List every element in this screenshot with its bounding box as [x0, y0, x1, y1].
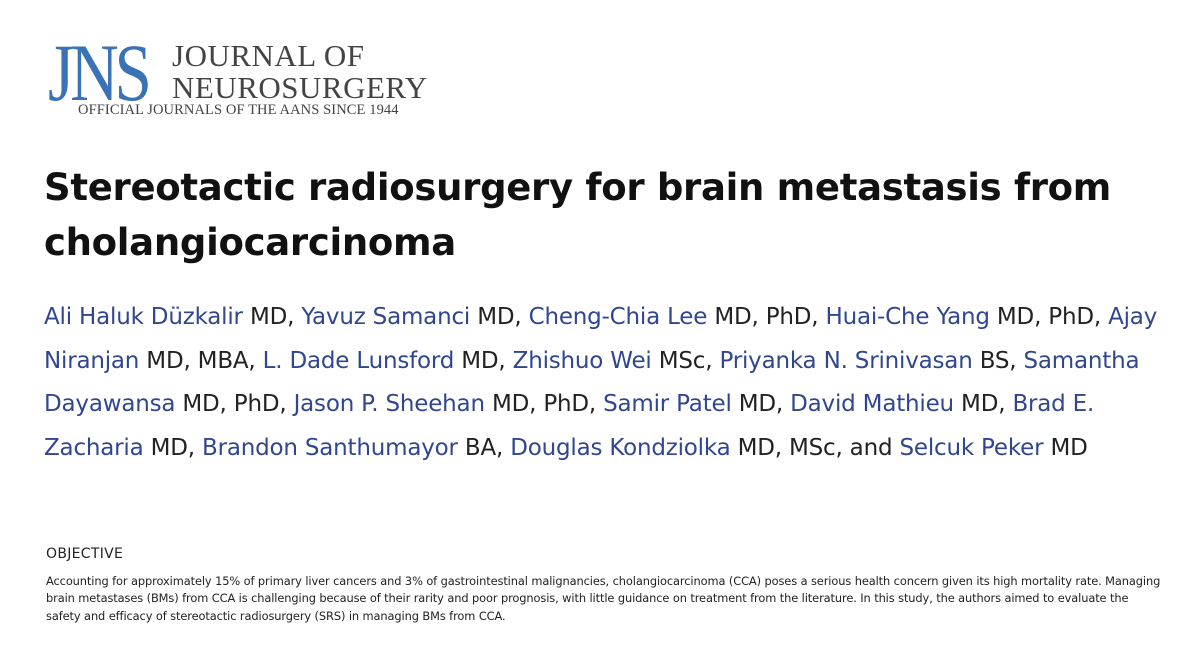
author-link[interactable]: Ajay Niranjan	[44, 304, 1158, 374]
author-item	[301, 304, 528, 330]
author-item	[294, 391, 604, 417]
author-list	[44, 296, 1164, 470]
section-heading-objective: OBJECTIVE	[46, 546, 124, 562]
author-item	[825, 304, 1108, 330]
author-item	[899, 435, 1087, 461]
author-degree: MD	[1043, 434, 1088, 461]
logo-mark: JNS	[48, 27, 148, 118]
journal-logo[interactable]	[48, 27, 428, 118]
author-degree: MD, PhD,	[989, 304, 1109, 330]
author-item	[263, 348, 513, 374]
author-link[interactable]: Brandon Santhumayor	[202, 434, 458, 461]
author-item	[202, 435, 510, 461]
author-degree: MD, PhD,	[484, 391, 604, 417]
author-degree: MD, PhD,	[707, 304, 826, 330]
author-link[interactable]: Selcuk Peker	[899, 434, 1044, 461]
author-degree: BA,	[457, 434, 511, 461]
author-degree: MD, MSc, and	[730, 434, 900, 461]
author-degree: MD,	[143, 434, 203, 461]
author-degree: MD,	[731, 391, 791, 417]
author-degree: MD,	[454, 347, 513, 374]
author-degree: MSc,	[651, 347, 720, 374]
author-link[interactable]: Douglas Kondziolka	[510, 434, 731, 461]
author-item	[510, 435, 899, 461]
abstract-text: Accounting for approximately 15% of primary liver cancers and 3% of gastrointestinal malignancies, cholangiocarcinoma (CCA) poses a serious health concern given its high mortality rate. Managing brain metastases (BMs) from CCA is challenging because of their rarity and poor prognosis, with little guidance on treatment from the literature. In this study, the authors aimed to evaluate the safety and efficacy of stereotactic radiosurgery (SRS) in managing BMs from CCA.	[46, 574, 1161, 623]
author-link[interactable]: Zhishuo Wei	[512, 347, 652, 374]
author-item	[529, 304, 826, 330]
author-link[interactable]: Priyanka N. Srinivasan	[719, 347, 973, 374]
author-link[interactable]: Samir Patel	[603, 391, 732, 417]
author-link[interactable]: Yavuz Samanci	[301, 304, 471, 330]
author-item	[719, 348, 1023, 374]
author-degree: MD,	[953, 391, 1013, 417]
author-item	[44, 304, 301, 330]
author-link[interactable]: Ali Haluk Düzkalir	[44, 304, 243, 330]
author-link[interactable]: David Mathieu	[790, 391, 954, 417]
author-item	[603, 391, 790, 417]
author-link[interactable]: Brad E. Zacharia	[44, 391, 1095, 461]
author-degree: MD,	[242, 304, 302, 330]
author-degree: MD, PhD,	[175, 391, 294, 417]
author-link[interactable]: Huai-Che Yang	[825, 304, 990, 330]
article-title: Stereotactic radiosurgery for brain metastasis from cholangiocarcinoma	[44, 166, 1112, 264]
author-link[interactable]: Jason P. Sheehan	[293, 391, 485, 417]
journal-name-line2: NEUROSURGERY	[172, 70, 428, 105]
author-item	[513, 348, 720, 374]
journal-tagline: OFFICIAL JOURNALS OF THE AANS SINCE 1944	[78, 102, 399, 118]
journal-name-line1: JOURNAL OF	[172, 38, 365, 73]
author-degree: BS,	[972, 347, 1024, 374]
author-link[interactable]: L. Dade Lunsford	[262, 347, 455, 374]
author-item	[790, 391, 1012, 417]
author-degree: MD,	[470, 304, 529, 330]
author-degree: MD, MBA,	[139, 347, 263, 374]
author-link[interactable]: Cheng-Chia Lee	[528, 304, 708, 330]
author-link[interactable]: Samantha Dayawansa	[44, 347, 1140, 417]
